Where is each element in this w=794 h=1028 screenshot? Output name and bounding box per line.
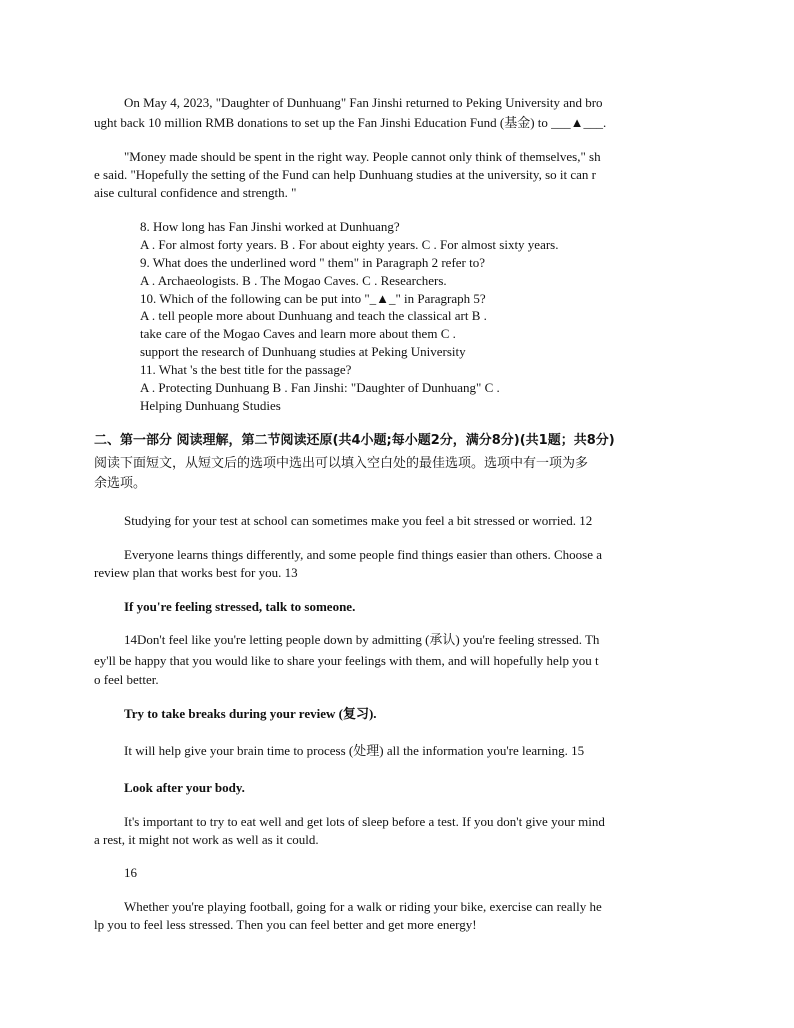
subheading-talk: If you're feeling stressed, talk to someone. — [124, 599, 356, 614]
question-line: A . Protecting Dunhuang B . Fan Jinshi: "Daughter of Dunhuang" C . — [140, 380, 500, 395]
blank-marker: ___▲___. — [551, 115, 607, 130]
question-line: 8. How long has Fan Jinshi worked at Dunhuang? — [140, 219, 400, 234]
passage-b-p6: 16 — [124, 865, 137, 880]
question-line: take care of the Mogao Caves and learn more about them C . — [140, 326, 456, 341]
passage-b-p3-line2: ey'll be happy that you would like to share your feelings with them, and will hopefully help you t — [94, 653, 599, 668]
question-line: 11. What 's the best title for the passage? — [140, 362, 352, 377]
passage-a-p1-line1: On May 4, 2023, "Daughter of Dunhuang" Fan Jinshi returned to Peking University and bro — [124, 95, 603, 110]
question-line: A . Archaeologists. B . The Mogao Caves. C . Researchers. — [140, 273, 447, 288]
question-line: support the research of Dunhuang studies at Peking University — [140, 344, 466, 359]
passage-b-p1: Studying for your test at school can sometimes make you feel a bit stressed or worried. 12 — [124, 513, 593, 528]
passage-b-p4: It will help give your brain time to process (处理) all the information you're learning. 15 — [124, 743, 585, 758]
passage-a-p2-line1: "Money made should be spent in the right way. People cannot only think of themselves," sh — [124, 149, 601, 164]
instructions-line1: 阅读下面短文，从短文后的选项中选出可以填入空白处的最佳选项。选项中有一项为多 — [94, 456, 589, 471]
passage-b-p7-line1: Whether you're playing football, going for a walk or riding your bike, exercise can really he — [124, 899, 602, 914]
passage-b-p3-line3: o feel better. — [94, 672, 159, 687]
passage-a-p2-line3: aise cultural confidence and strength. " — [94, 185, 297, 200]
passage-b-p5-line1: It's important to try to eat well and get lots of sleep before a test. If you don't give your mind — [124, 814, 605, 829]
passage-a-p1-line2 — [94, 114, 606, 132]
instructions-line2: 余选项。 — [94, 476, 147, 491]
subheading-breaks: Try to take breaks during your review (复习). — [124, 706, 377, 721]
passage-b-p2-line1: Everyone learns things differently, and some people find things easier than others. Choose a — [124, 547, 602, 562]
subheading-body: Look after your body. — [124, 780, 245, 795]
question-line: 10. Which of the following can be put into "_▲_" in Paragraph 5? — [140, 291, 486, 306]
question-line: A . tell people more about Dunhuang and teach the classical art B . — [140, 308, 487, 323]
passage-a-p1-line2-text: ught back 10 million RMB donations to set up the Fan Jinshi Education Fund (基金) to — [94, 115, 548, 130]
passage-b-p2-line2: review plan that works best for you. 13 — [94, 565, 298, 580]
question-line: 9. What does the underlined word " them" in Paragraph 2 refer to? — [140, 255, 486, 270]
passage-b-p5-line2: a rest, it might not work as well as it could. — [94, 832, 319, 847]
question-line: A . For almost forty years. B . For about eighty years. C . For almost sixty years. — [140, 237, 559, 252]
passage-a-p2-line2: e said. "Hopefully the setting of the Fund can help Dunhuang studies at the university, so it can r — [94, 167, 596, 182]
question-line: Helping Dunhuang Studies — [140, 398, 281, 413]
passage-b-p7-line2: lp you to feel less stressed. Then you can feel better and get more energy! — [94, 917, 477, 932]
passage-b-p3-line1: 14Don't feel like you're letting people down by admitting (承认) you're feeling stressed. Th — [124, 632, 600, 647]
section-heading: 二、第一部分 阅读理解，第二节阅读还原(共4小题;每小题2分，满分8分)(共1题；共8分) — [94, 433, 615, 448]
